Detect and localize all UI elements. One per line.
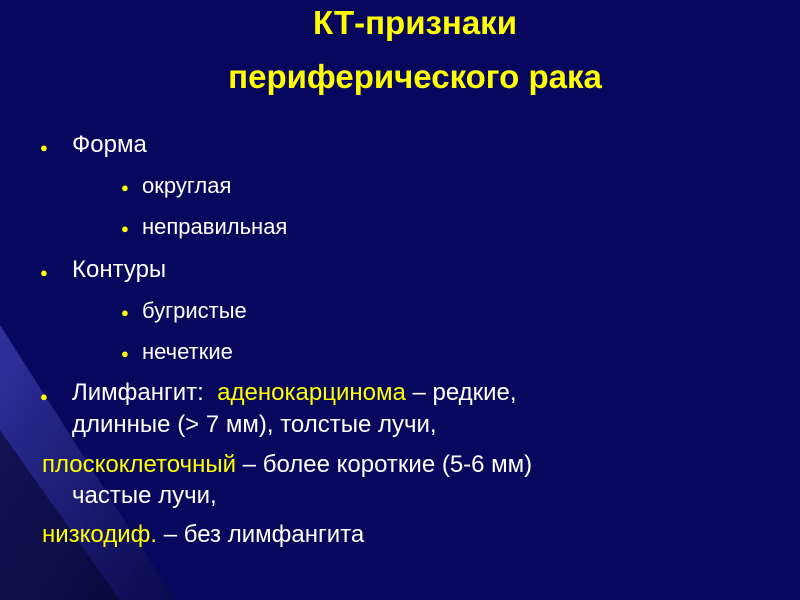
ploskokletochny-description: – более короткие (5-6 мм) [236,451,533,478]
ploskokletochny-term: плоскоклеточный [42,451,237,478]
bullet-icon: ● [121,180,129,195]
limfangit-line-4: частые лучи, [72,482,217,509]
list-subitem-nepravilnaya: неправильная [142,214,288,239]
bullet-icon: ● [121,346,129,361]
bullet-icon: ● [121,305,129,320]
nizkodif-term: низкодиф. [42,521,158,548]
limfangit-line-2: длинные (> 7 мм), толстые лучи, [72,411,437,438]
bullet-icon: ● [40,140,48,155]
list-item-forma: Форма [72,131,147,158]
limfangit-line-3 [42,450,532,480]
nizkodif-description: – без лимфангита [157,521,365,548]
list-subitem-nechetkie: нечеткие [142,339,233,364]
list-subitem-bugristye: бугристые [142,298,247,323]
limfangit-line-1 [72,378,517,408]
limfangit-label: Лимфангит: [72,379,204,406]
list-subitem-okruglaya: округлая [142,173,232,198]
bullet-icon: ● [121,221,129,236]
bullet-icon: ● [40,389,48,404]
list-item-kontury: Контуры [72,256,167,283]
adenocarcinoma-term: аденокарцинома [217,379,406,406]
bullet-icon: ● [40,265,48,280]
slide-title-line-2: периферического рака [228,58,602,95]
limfangit-line-5 [42,520,364,550]
slide-title-line-1: КТ-признаки [313,4,517,41]
adenocarcinoma-description: – редкие, [405,379,517,406]
